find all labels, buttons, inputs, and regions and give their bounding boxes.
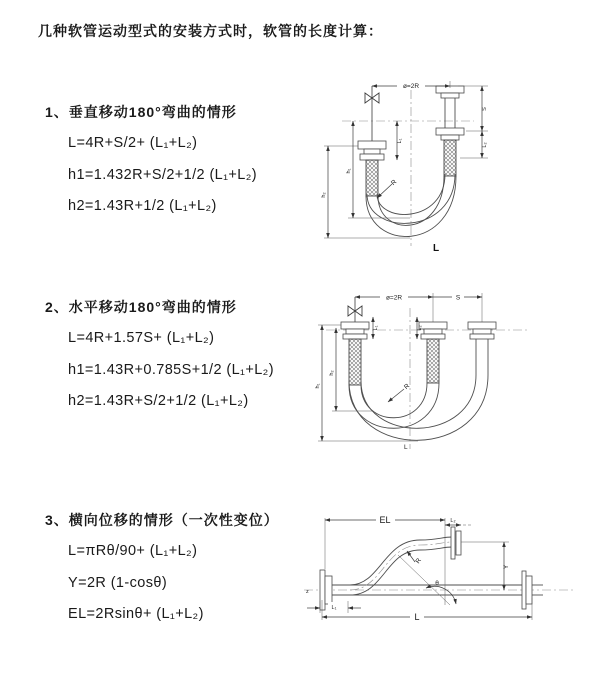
- dim-label-l: L: [433, 243, 440, 254]
- fitting-left: [358, 141, 386, 160]
- formula-line: EL=2Rsinθ+ (L₁+L₂): [68, 606, 204, 622]
- dim-label-l1: L₁: [397, 138, 403, 144]
- fitting-right: [468, 322, 496, 339]
- dim-label-l1: L₁: [331, 605, 337, 611]
- braided-hose-left: [349, 339, 361, 385]
- dim-label-h1: h₁: [315, 383, 321, 389]
- dim-label-l: L: [404, 444, 408, 451]
- dim-label-el: EL: [379, 515, 391, 525]
- hose-u-bends: [349, 375, 488, 440]
- fitting-right-lower: [436, 128, 464, 140]
- dim-label-theta: θ: [435, 580, 439, 587]
- formula-line: h1=1.432R+S/2+1/2 (L₁+L₂): [68, 166, 258, 183]
- section-2-heading: 2、水平移动180°弯曲的情形: [45, 299, 237, 315]
- section-1: [0, 102, 330, 223]
- dim-label-r: R: [402, 382, 412, 392]
- dim-label-s: S: [482, 107, 488, 111]
- dim-label-span: ø=2R: [385, 294, 403, 302]
- formula-line: h1=1.43R+0.785S+1/2 (L₁+L₂): [68, 361, 274, 378]
- dim-label-s: S: [455, 294, 461, 302]
- braided-hose-right: [444, 140, 456, 176]
- dim-label-span: ø=2R: [402, 83, 420, 90]
- flange-upper-right: [451, 527, 461, 559]
- formula-line: Y=2R (1-cosθ): [68, 574, 168, 591]
- dim-label-l1: L₁: [373, 325, 379, 331]
- formula-line: h2=1.43R+S/2+1/2 (L₁+L₂): [68, 393, 249, 409]
- formula-line: L=πRθ/90+ (L₁+L₂): [68, 543, 198, 559]
- dim-label-h2: h₂: [321, 192, 327, 198]
- dim-label-h1: h₁: [346, 168, 352, 174]
- dim-label-h2: h₂: [329, 370, 335, 376]
- braided-hose-left: [366, 160, 378, 196]
- dim-label-l2: L₂: [417, 325, 423, 331]
- section-3: [0, 510, 330, 631]
- diagram-vertical-180-bend: [312, 68, 574, 256]
- braided-hose-middle: [427, 339, 439, 383]
- dim-label-l2: L₂: [450, 518, 456, 524]
- section-1-heading: 1、垂直移动180°弯曲的情形: [45, 104, 237, 120]
- datum-mark: z: [306, 589, 309, 595]
- formula-line: h2=1.43R+1/2 (L₁+L₂): [68, 198, 217, 214]
- dim-label-l2: L₂: [482, 142, 488, 148]
- dim-label-r: R: [389, 178, 399, 188]
- fitting-left: [341, 322, 369, 339]
- page-title: 几种软管运动型式的安装方式时，软管的长度计算：: [38, 23, 383, 39]
- dim-label-l: L: [414, 612, 420, 622]
- dim-label-y: Y: [503, 564, 510, 570]
- diagram-lateral-displacement: [300, 505, 592, 650]
- formula-line: L=4R+S/2+ (L₁+L₂): [68, 135, 198, 151]
- dim-label-r: R: [414, 557, 423, 566]
- fitting-middle: [419, 322, 447, 339]
- section-3-heading: 3、横向位移的情形（一次性变位）: [45, 512, 279, 528]
- section-2: [0, 297, 330, 418]
- diagram-horizontal-180-bend: [312, 283, 580, 455]
- formula-line: L=4R+1.57S+ (L₁+L₂): [68, 330, 215, 346]
